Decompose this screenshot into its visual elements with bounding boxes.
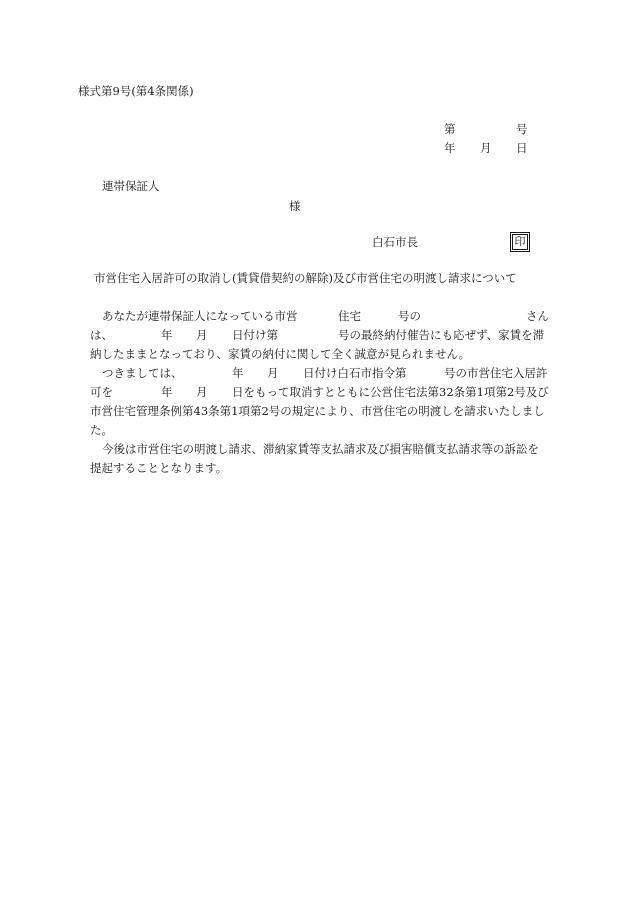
seal-stamp: 印 (512, 234, 528, 250)
p1-line2-b: 年 (161, 328, 173, 342)
p3-line2: 提起することとなります。 (90, 461, 228, 475)
date-year: 年 (444, 141, 456, 155)
p1-line2-c: 月 (196, 328, 208, 342)
form-number: 様式第9号(第4条関係) (78, 84, 194, 98)
p2-line1-e: 号の市営住宅入居許 (444, 366, 548, 380)
p2-line1-d: 日付け白石市指令第 (303, 366, 407, 380)
subject: 市営住宅入居許可の取消し(賃貸借契約の解除)及び市営住宅の明渡し請求について (94, 271, 517, 285)
p2-line1-c: 月 (267, 366, 279, 380)
p2-line3: 市営住宅管理条例第43条第1項第2号の規定により、市営住宅の明渡しを請求いたしまし (90, 404, 545, 418)
p1-line1-d: さん (526, 309, 549, 323)
date-day: 日 (516, 141, 528, 155)
date-month: 月 (480, 141, 492, 155)
p1-line3: 納したままとなっており、家賃の納付に関して全く誠意が見られません。 (90, 347, 471, 361)
addressee-title: 連帯保証人 (102, 179, 160, 193)
p1-line2-a: は、 (90, 328, 113, 342)
p3-line1: 今後は市営住宅の明渡し請求、滞納家賃等支払請求及び損害賠償支払請求等の訴訟を (102, 442, 539, 456)
p2-line1-b: 年 (232, 366, 244, 380)
doc-number-prefix: 第 (444, 122, 456, 136)
p2-line2-c: 月 (196, 385, 208, 399)
p1-line2-d: 日付け第 (232, 328, 278, 342)
p2-line1-a: つきましては、 (102, 366, 183, 380)
p2-line4: た。 (90, 423, 113, 437)
p1-line1-b: 住宅 (338, 309, 361, 323)
p2-line2-b: 年 (161, 385, 173, 399)
sender-name: 白石市長 (372, 235, 418, 249)
p2-line2-d: 日をもって取消すとともに公営住宅法第32条第1項第2号及び (232, 385, 549, 399)
addressee-honorific: 様 (289, 199, 301, 213)
doc-number-suffix: 号 (516, 122, 528, 136)
p1-line1-c: 号の (398, 309, 421, 323)
p1-line2-e: 号の最終納付催告にも応ぜず、家賃を滞 (338, 328, 545, 342)
p1-line1-a: あなたが連帯保証人になっている市営 (102, 309, 298, 323)
p2-line2-a: 可を (90, 385, 113, 399)
